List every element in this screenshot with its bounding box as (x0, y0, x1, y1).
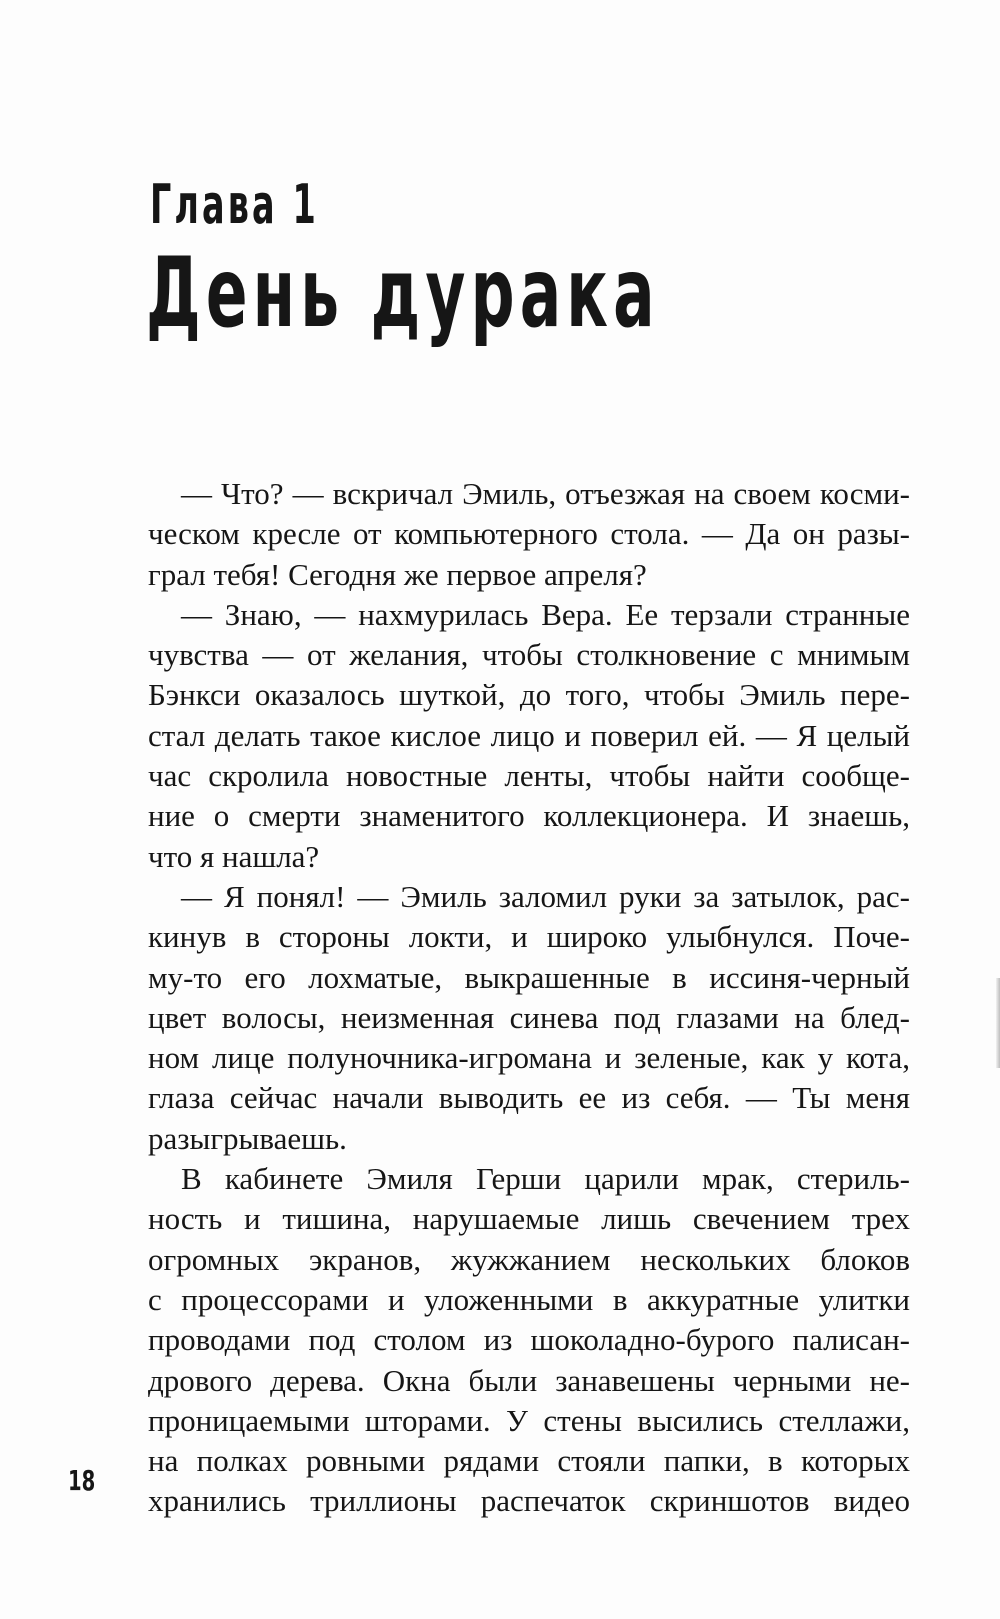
text-line: В кабинете Эмиля Герши царили мрак, стериль- (181, 1161, 910, 1197)
text-line: стал делать такое кислое лицо и поверил ей. — Я целый (148, 717, 910, 753)
text-line: му-то его лохматые, выкрашенные в иссиня-черный (148, 959, 910, 995)
chapter-label: Глава 1 (150, 173, 319, 236)
text-line: — Знаю, — нахмурилась Вера. Ее терзали странные (181, 596, 910, 632)
text-line: грал тебя! Сегодня же первое апреля? (148, 556, 647, 592)
text-line: ние о смерти знаменитого коллекционера. И знаешь, (148, 798, 910, 834)
text-line: проницаемыми шторами. У стены высились стеллажи, (148, 1402, 910, 1438)
text-line: огромных экранов, жужжанием нескольких блоков (148, 1241, 910, 1277)
text-line: с процессорами и уложенными в аккуратные улитки (148, 1281, 910, 1317)
text-line: ном лице полуночника-игромана и зеленые, как у кота, (148, 1040, 910, 1076)
text-line: что я нашла? (148, 838, 320, 874)
text-line: Бэнкси оказалось шуткой, до того, чтобы Эмиль пере- (148, 677, 910, 713)
page-edge-shadow (996, 978, 1000, 1068)
text-line: — Что? — вскричал Эмиль, отъезжая на своем косми- (181, 476, 910, 511)
page-number: 18 (68, 1464, 96, 1497)
text-line: цвет волосы, неизменная синева под глазами на блед- (148, 999, 910, 1035)
text-line: кинув в стороны локти, и широко улыбнулся. Поче- (148, 919, 910, 955)
text-line: час скролила новостные ленты, чтобы найти сообще- (148, 758, 910, 794)
text-line: на полках ровными рядами стояли папки, в которых (148, 1443, 910, 1479)
text-line: проводами под столом из шоколадно-бурого палисан- (148, 1322, 910, 1358)
text-line: хранились триллионы распечаток скриншотов видео (148, 1483, 910, 1519)
text-line: разыгрываешь. (148, 1120, 347, 1156)
chapter-title: День дурака (146, 237, 660, 349)
text-line: дрового дерева. Окна были занавешены черными не- (148, 1362, 910, 1398)
body-text (148, 474, 910, 1522)
text-line: ческом кресле от компьютерного стола. — Да он разы- (148, 516, 910, 552)
text-line: чувства — от желания, чтобы столкновение с мнимым (148, 637, 910, 673)
text-line: ность и тишина, нарушаемые лишь свечением трех (148, 1201, 910, 1237)
text-line: — Я понял! — Эмиль заломил руки за затылок, рас- (181, 878, 910, 914)
text-line: глаза сейчас начали выводить ее из себя. — Ты меня (148, 1080, 910, 1116)
